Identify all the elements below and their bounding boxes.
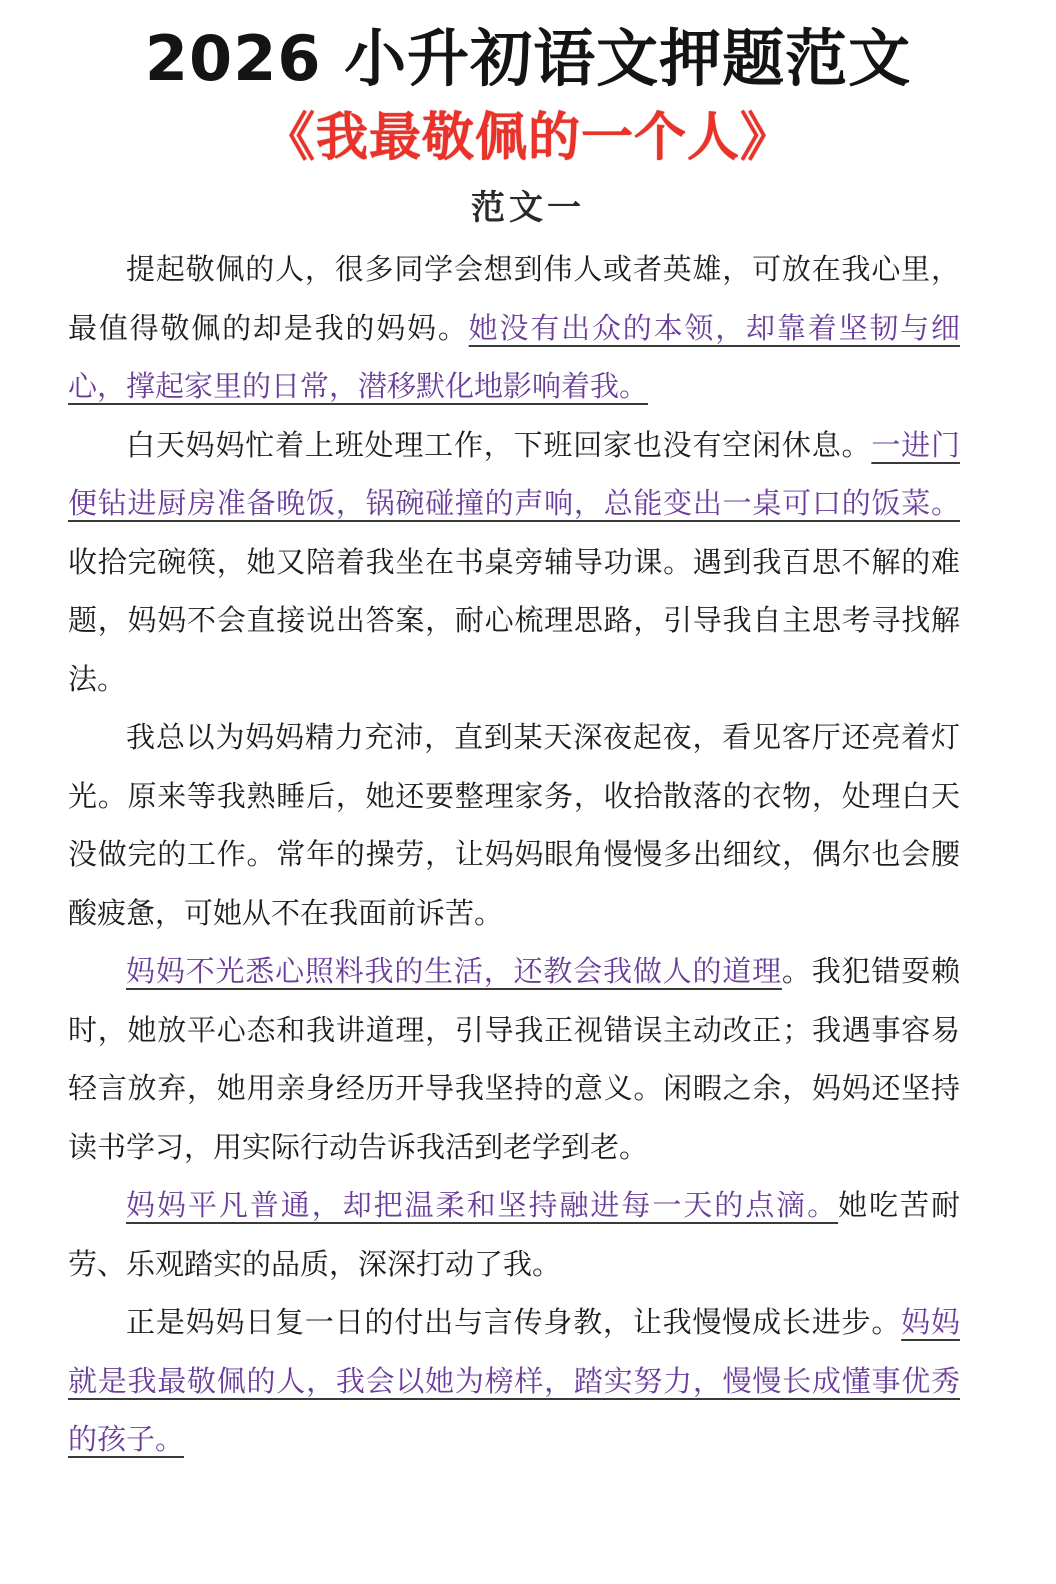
paragraph-text: 她吃苦耐劳、乐观踏实的品质，深深打动了我。	[68, 1188, 960, 1281]
highlighted-sentence: 妈妈就是我最敬佩的人，我会以她为榜样，踏实努力，慢慢长成懂事优秀的孩子。	[68, 1305, 960, 1456]
highlighted-sentence: 她没有出众的本领，却靠着坚韧与细心，撑起家里的日常，潜移默化地影响着我。	[68, 310, 960, 403]
paragraph-text: 。我犯错耍赖时，她放平心态和我讲道理，引导我正视错误主动改正；我遇事容易轻言放弃，她用亲身经历开导我坚持的意义。闲暇之余，妈妈还坚持读书学习，用实际行动告诉我活到老学到老。	[68, 954, 960, 1164]
paragraph-3	[68, 708, 960, 942]
paragraph-4	[68, 942, 960, 1176]
highlighted-sentence: 妈妈平凡普通，却把温柔和坚持融进每一天的点滴。	[126, 1188, 839, 1222]
paragraph-5	[68, 1176, 960, 1293]
paragraph-2	[68, 416, 960, 709]
essay-body	[68, 240, 960, 1469]
paragraph-text: 提起敬佩的人，很多同学会想到伟人或者英雄，可放在我心里，最值得敬佩的却是我的妈妈。	[68, 252, 960, 345]
highlighted-sentence: 妈妈不光悉心照料我的生活，还教会我做人的道理	[126, 954, 782, 988]
paragraph-1	[68, 240, 960, 416]
section-label: 范文一	[471, 188, 585, 228]
page-title: 2026 小升初语文押题范文	[144, 22, 912, 95]
paragraph-6	[68, 1293, 960, 1469]
paragraph-text: 白天妈妈忙着上班处理工作，下班回家也没有空闲休息。	[126, 427, 872, 462]
paragraph-text: 我总以为妈妈精力充沛，直到某天深夜起夜，看见客厅还亮着灯光。原来等我熟睡后，她还要整理家务，收拾散落的衣物，处理白天没做完的工作。常年的操劳，让妈妈眼角慢慢多出细纹，偶尔也会腰酸疲惫，可她从不在我面前诉苦。	[68, 720, 960, 930]
essay-title: 《我最敬佩的一个人》	[262, 108, 793, 168]
highlighted-sentence: 一进门便钻进厨房准备晚饭，锅碗碰撞的声响，总能变出一桌可口的饭菜。	[68, 427, 960, 520]
paragraph-text: 正是妈妈日复一日的付出与言传身教，让我慢慢成长进步。	[126, 1305, 902, 1339]
paragraph-text: 收拾完碗筷，她又陪着我坐在书桌旁辅导功课。遇到我百思不解的难题，妈妈不会直接说出答案，耐心梳理思路，引导我自主思考寻找解法。	[68, 544, 960, 696]
